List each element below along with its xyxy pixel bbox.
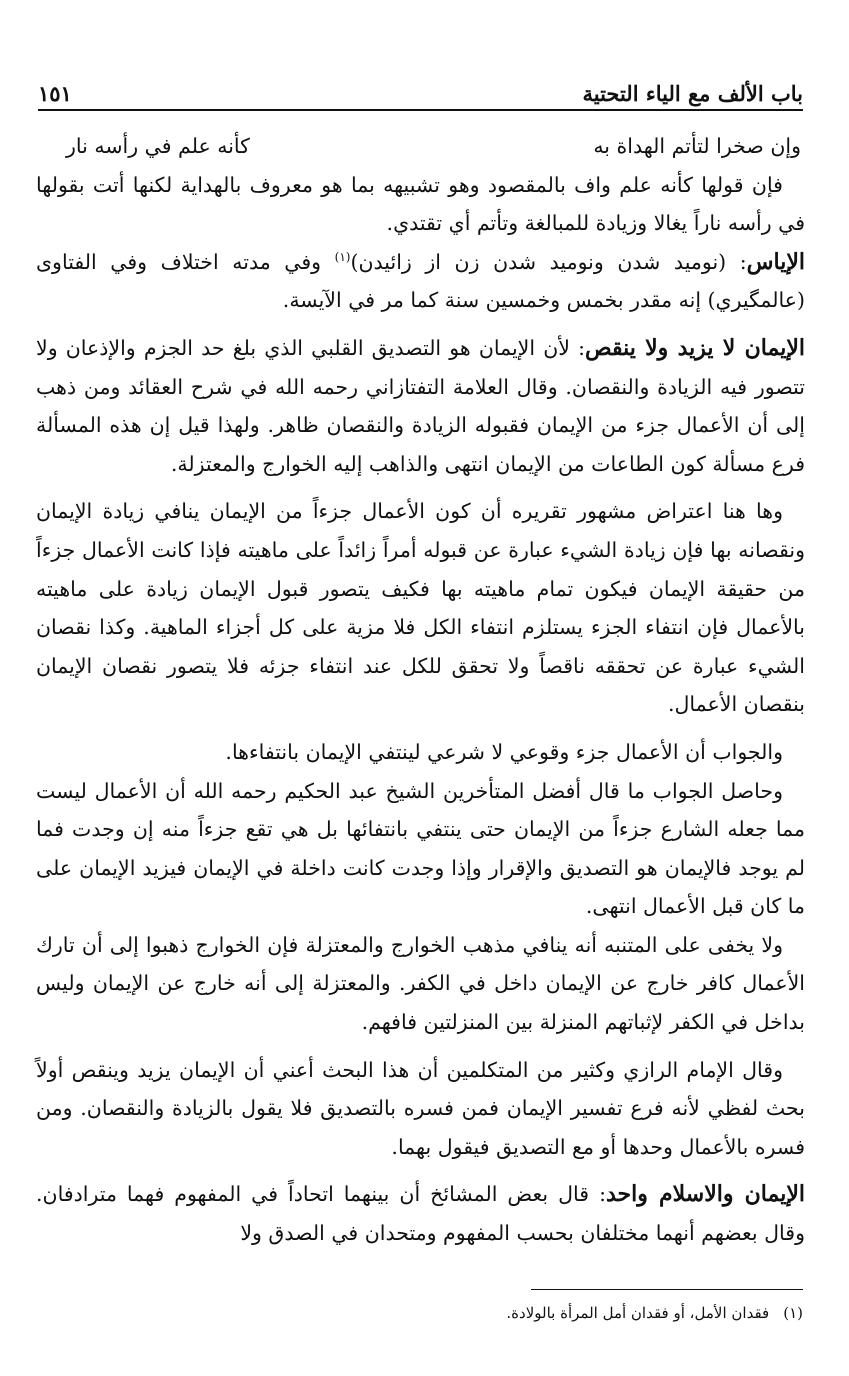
paragraph-objection: وها هنا اعتراض مشهور تقريره أن كون الأعمال جزءاً من الإيمان ينافي زيادة الإيمان ونقصانه بها فإن زيادة الشيء عبارة عن قبوله أمراً زائداً على ماهيته فإذا كانت الأعمال جزءاً من حقيقة الإيمان فيكون تمام ماهيته بها فكيف يتصور قبول الإيمان زيادة على ماهيته بالأعمال فإن انتفاء الجزء يستلزم انتفاء الكل فلا مزية على كل أجزاء الماهية. وكذا نقصان الشيء عبارة عن تحققه ناقصاً ولا تحقق للكل عند انتفاء جزئه فلا يتصور نقصان الإيمان بنقصان الأعمال. xyxy=(36,499,805,717)
header-rule xyxy=(38,109,803,111)
paragraph-answer-summary: وحاصل الجواب ما قال أفضل المتأخرين الشيخ عبد الحكيم رحمه الله أن الأعمال ليست مما جعله الشارع جزءاً من الإيمان حتى ينتفي بانتفائها بل هي تقع جزءاً منه إن وجدت فما لم يوجد فالإيمان هو التصديق والإقرار وإذا وجدت كانت داخلة في الإيمان فيزيد الإيمان على ما كان قبل الأعمال انتهى. xyxy=(36,778,805,919)
entry-iman-la-yazid xyxy=(36,329,805,483)
entry-iman-wal-islam xyxy=(36,1175,805,1252)
entry-text: : لأن الإيمان هو التصديق القلبي الذي بلغ حد الجزم والإذعان ولا تتصور فيه الزيادة والنقصان. وقال العلامة التفتازاني رحمه الله في شرح العقائد ومن ذهب إلى أن الأعمال جزء من الإيمان فقبوله الزيادة والنقصان ظاهر. ولهذا قيل إن هذه المسألة فرع مسألة كون الطاعات من الإيمان انتهى والذاهب إليه الخوارج والمعتزلة. xyxy=(36,335,805,476)
entry-text: : (نوميد شدن ونوميد شدن زن از زائيدن) xyxy=(350,249,747,274)
poetry-verse xyxy=(36,127,805,166)
page-number: ١٥١ xyxy=(38,81,72,106)
verse-right-hemistich: وإن صخرا لتأتم الهداة به xyxy=(593,134,801,158)
paragraph-verse-explanation: فإن قولها كأنه علم واف بالمقصود وهو تشبيهه بما هو معروف بالهداية لكنها أتت بقولها في رأسه ناراً يغالا وزيادة للمبالغة وتأتم أي تقتدي. xyxy=(36,172,805,236)
entry-term: الإيمان والاسلام واحد xyxy=(605,1181,805,1208)
running-header xyxy=(38,66,803,106)
main-text xyxy=(36,127,805,1253)
entry-term: الإياس xyxy=(746,248,805,275)
paragraph-note: ولا يخفى على المتنبه أنه ينافي مذهب الخوارج والمعتزلة فإن الخوارج ذهبوا إلى أن تارك الأعمال كافر خارج عن الإيمان داخل في الكفر. والمعتزلة إلى أنه خارج عن الإيمان وليس بداخل في الكفر لإثباتهم المنزلة بين المنزلتين فافهم. xyxy=(36,932,805,1035)
entry-text: : قال بعض المشائخ أن بينهما اتحاداً في المفهوم فهما مترادفان. وقال بعضهم أنهما مختلفان بحسب المفهوم ومتحدان في الصدق ولا xyxy=(36,1182,805,1246)
footnote-reference: (١) xyxy=(334,249,351,264)
footnote-mark: (١) xyxy=(783,1304,803,1322)
verse-left-hemistich: كأنه علم في رأسه نار xyxy=(66,134,250,158)
paragraph-razi: وقال الإمام الرازي وكثير من المتكلمين أن هذا البحث أعني أن الإيمان يزيد وينقص أولاً بحث لفظي لأنه فرع تفسير الإيمان فمن فسره بالتصديق فلا يقول بالزيادة والنقصان. ومن فسره بالأعمال وحدها أو مع التصديق فيقول بهما. xyxy=(36,1057,805,1159)
chapter-title: باب الألف مع الياء التحتية xyxy=(582,81,803,106)
entry-term: الإيمان لا يزيد ولا ينقص xyxy=(585,334,805,361)
paragraph-answer: والجواب أن الأعمال جزء وقوعي لا شرعي لينتفي الإيمان بانتفاءها. xyxy=(225,739,783,764)
footnote-text: فقدان الأمل، أو فقدان أمل المرأة بالولادة. xyxy=(506,1304,770,1322)
entry-al-iyas xyxy=(36,243,805,320)
footnote-rule xyxy=(531,1289,803,1290)
entry-text-continued: وفي مدته اختلاف وفي الفتاوى (عالمگيري) إنه مقدر بخمس وخمسين سنة كما مر في الآيسة. xyxy=(36,249,805,313)
footnote xyxy=(40,1302,803,1324)
